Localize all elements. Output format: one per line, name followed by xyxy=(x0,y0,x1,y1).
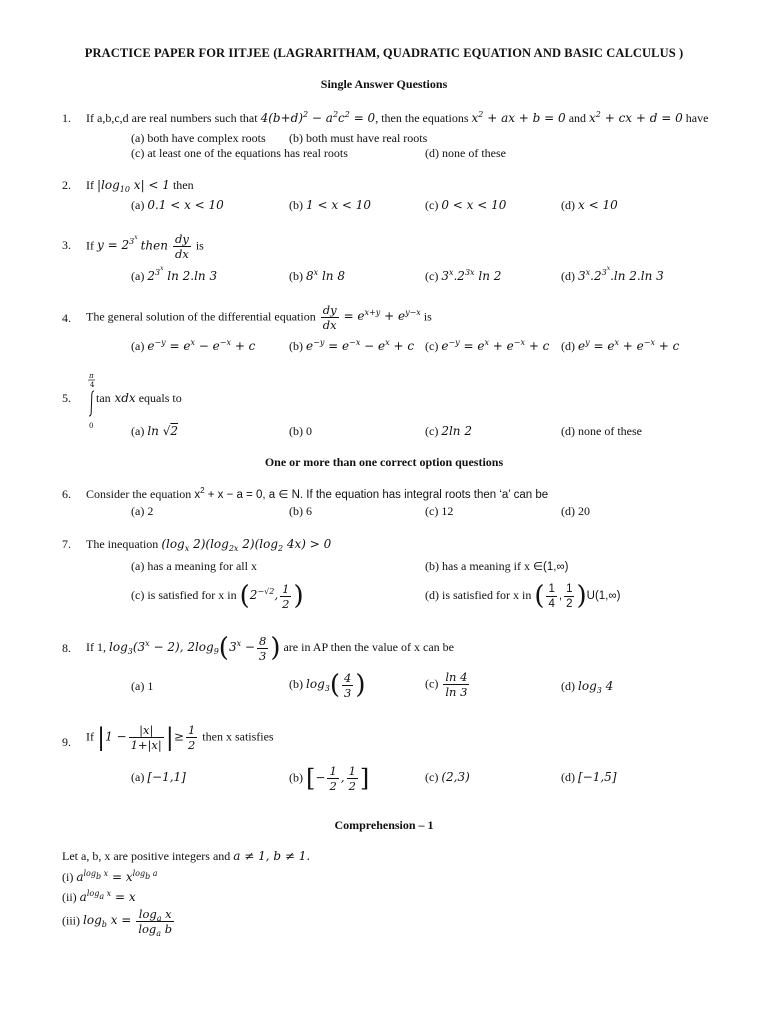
math-expression: $|\log_{10}$ x| < 1 xyxy=(97,178,170,194)
question-text: If 1, $\log_3(3^x - 2)$, $2\log_9(3^x$ − $\frac{8}{3}$ ) are in AP then the value of x can be xyxy=(86,633,454,663)
option-a: (a) has a meaning for all x xyxy=(131,559,257,573)
option-c: (c) $3^x.2^{3x}$ ln 2 xyxy=(425,268,502,283)
option-d: (d) $e^y = e^x + e^{-x} + c$ xyxy=(561,338,680,353)
math-expression: $y = 2^{3^x}$ xyxy=(97,234,138,253)
section-heading-single: Single Answer Questions xyxy=(320,77,448,91)
math-expression: $x^2$ + ax + b = 0 xyxy=(471,110,566,125)
option-a: (a) $2^{3^x}$ ln 2.ln 3 xyxy=(131,265,218,283)
option-a: (a) [−1,1] xyxy=(131,770,186,784)
svg-text:0: 0 xyxy=(89,422,94,430)
question-text: If $|\log_{10}$ x| < 1 then xyxy=(86,178,194,194)
option-a: (a) 0.1 < x < 10 xyxy=(131,198,224,212)
option-b: (b) $e^{-y} = e^{-x} - e^x + c$ xyxy=(289,338,415,353)
question-text: The inequation ($\log_x$ $2)(\log_{2x}$ $2)(\log_2$ 4x) > 0 xyxy=(86,537,332,553)
question-text: The general solution of the differential equation $\frac{dy}{dx}$ = $e^{x+y} + e^{y-x}$ is xyxy=(86,303,432,332)
math-expression: $4(b+d)^2 - a^2c^2 = 0$ xyxy=(260,110,376,125)
option-c: (c) 12 xyxy=(425,504,454,518)
option-a: (a) 2 xyxy=(131,504,154,518)
option-d: (d) none of these xyxy=(425,146,506,160)
option-d: (d) [−1,5] xyxy=(561,770,617,784)
math-expression: $x^2$ + cx + d = 0 xyxy=(589,110,683,125)
option-d: (d) is satisfied for x in ( $\frac{1}{4}$ , $\frac{1}{2}$ )U(1,∞) xyxy=(425,581,621,611)
option-b: (b) has a meaning if x ∈(1,∞) xyxy=(425,559,569,573)
svg-text:4: 4 xyxy=(90,381,95,389)
question-number: 3. xyxy=(62,238,71,252)
option-d: (d) $\log_3 4$ xyxy=(561,679,614,695)
svg-text:π: π xyxy=(89,372,94,380)
option-a: (a) ln √2 xyxy=(131,424,178,438)
option-c: (c) at least one of the equations has real roots xyxy=(131,146,348,160)
option-a: (a) both have complex roots xyxy=(131,131,266,145)
comprehension-item-ii: (ii) $a^{log_a x} = x$ xyxy=(62,889,136,904)
option-b: (b) 1 < x < 10 xyxy=(289,198,372,212)
option-b: (b) 0 xyxy=(289,424,312,438)
option-a: (a) $e^{-y} = e^x - e^{-x} + c$ xyxy=(131,338,256,353)
question-number: 7. xyxy=(62,537,71,551)
option-c: (c) (2,3) xyxy=(425,770,470,784)
math-expression: = $e^{x+y} + e^{y-x}$ xyxy=(343,308,421,324)
option-d: (d) none of these xyxy=(561,424,642,438)
option-b: (b) 8$^x$ ln 8 xyxy=(289,268,345,283)
derivative-fraction: $\frac{dy}{dx}$ xyxy=(322,303,337,332)
option-a: (a) 1 xyxy=(131,679,154,693)
option-b: (b) $\log_3$( $\frac{4}{3}$ ) xyxy=(289,670,366,700)
option-c: (c) is satisfied for x in ($2^{-√2}$, $\frac{1}{2}$ ) xyxy=(131,581,304,611)
question-text: tan xdx equals to xyxy=(96,391,182,405)
option-c: (c) $\frac{\ln 4}{\ln 3}$ xyxy=(425,670,468,699)
question-number: 1. xyxy=(62,111,71,125)
math-expression: $x^2 + x - a = 0$, a ∈ N xyxy=(194,486,300,501)
section-heading-multiple: One or more than one correct option questions xyxy=(264,455,504,469)
derivative-fraction: $\frac{dy}{dx}$ xyxy=(174,232,189,261)
math-expression: $\log_3(3^x - 2)$, $2\log_9$ xyxy=(109,638,219,656)
option-c: (c) $e^{-y} = e^x + e^{-x} + c$ xyxy=(425,338,550,353)
comprehension-item-iii: (iii) $\log_b x$ = $\frac{\log_a x}{\log_a b}$ xyxy=(62,907,173,938)
option-b: (b) both must have real roots xyxy=(289,131,428,145)
comprehension-intro: Let a, b, x are positive integers and a ≠ 1, b ≠ 1. xyxy=(62,849,311,863)
question-text: If |1 − $\frac{|x|}{1+|x|}$ |≥ $\frac{1}{2}$ then x satisfies xyxy=(86,723,274,752)
comprehension-item-i: (i) $a^{log_b x} = x^{log_b a}$ xyxy=(62,869,158,884)
question-text: If $y = 2^{3^x}$ then $\frac{dy}{dx}$ is xyxy=(86,232,204,261)
question-number: 5. xyxy=(62,391,71,405)
math-expression: xdx xyxy=(110,391,136,405)
question-number: 6. xyxy=(62,487,71,501)
math-expression: ($\log_x$ $2)(\log_{2x}$ $2)(\log_2$ 4x) > 0 xyxy=(161,537,332,553)
page-title: PRACTICE PAPER FOR IITJEE (LAGRARITHAM, QUADRATIC EQUATION AND BASIC CALCULUS ) xyxy=(84,46,684,60)
option-c: (c) 2ln 2 xyxy=(425,424,472,438)
option-d: (d) x < 10 xyxy=(561,198,618,212)
option-c: (c) 0 < x < 10 xyxy=(425,198,507,212)
question-number: 8. xyxy=(62,641,71,655)
option-b: (b) 6 xyxy=(289,504,312,518)
option-b: (b) [− $\frac{1}{2}$ , $\frac{1}{2}$ ] xyxy=(289,764,370,793)
option-d: (d) $3^x.2^{3^x}.\ln$ 2.ln 3 xyxy=(561,265,664,283)
question-text: Consider the equation $x^2 + x - a = 0$, a ∈ N. If the equation has integral roots then ‘a’ can be xyxy=(86,486,549,501)
section-heading-comprehension: Comprehension – 1 xyxy=(334,818,434,832)
option-d: (d) 20 xyxy=(561,504,590,518)
question-number: 2. xyxy=(62,178,71,192)
question-text: If a,b,c,d are real numbers such that $4(b+d)^2 - a^2c^2 = 0$, then the equations $x^2$ + ax + b = 0 and $x^2$ + cx + d = 0 have xyxy=(86,110,709,125)
question-number: 9. xyxy=(62,735,71,749)
question-number: 4. xyxy=(62,311,71,325)
math-expression: a ≠ 1, b ≠ 1. xyxy=(233,849,311,863)
